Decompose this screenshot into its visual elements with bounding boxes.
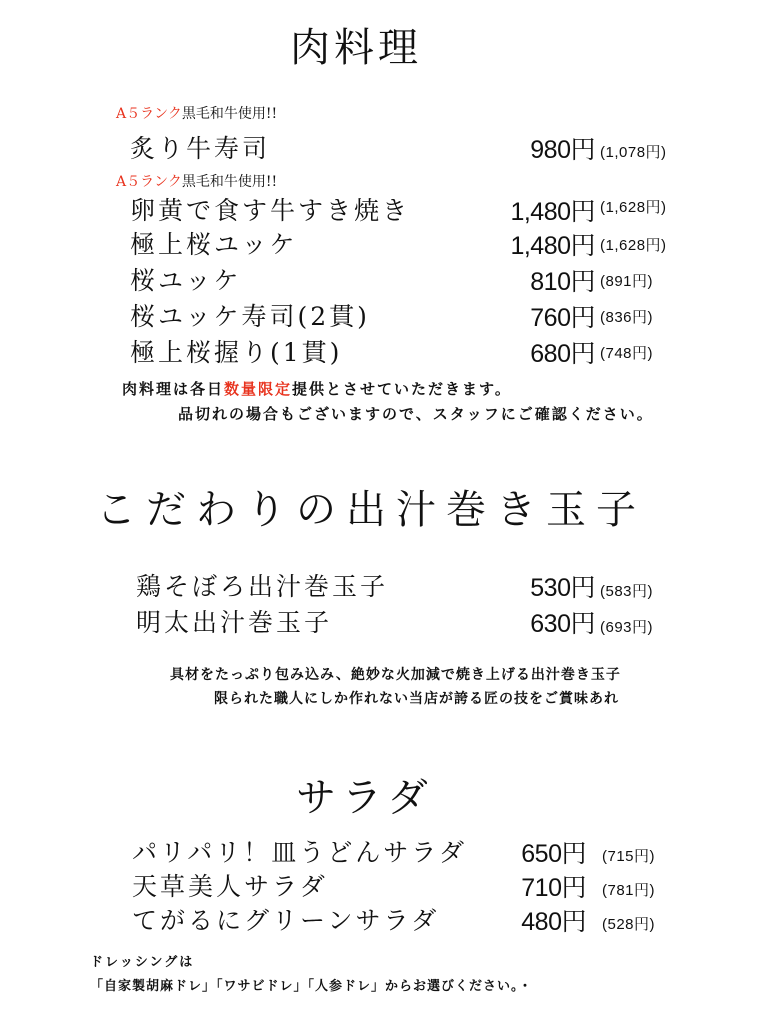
menu-item-name: 極上桜握り(1貫)	[130, 338, 343, 367]
menu-item-name: 鶏そぼろ出汁巻玉子	[136, 572, 389, 601]
menu-item-name: 極上桜ユッケ	[130, 230, 298, 259]
menu-item-tax-price: (1,628円)	[600, 237, 667, 254]
menu-item-price: 1,480円	[510, 232, 595, 260]
menu-item-price: 710円	[521, 874, 586, 902]
menu-item-name: 天草美人サラダ	[132, 872, 328, 901]
tamago-note-line-1: 具材をたっぷり包み込み、絶妙な火加減で焼き上げる出汁巻き玉子	[170, 667, 621, 683]
menu-item-price: 530円	[530, 574, 595, 602]
limited-quantity-highlight: 数量限定	[224, 380, 293, 398]
menu-item-tax-price: (693円)	[600, 619, 654, 636]
meat-note-line-1	[122, 382, 512, 397]
menu-item-tax-price: (748円)	[600, 345, 654, 362]
dressing-note-line-2: 「自家製胡麻ドレ」「ワサビドレ」「人参ドレ」からお選びください。・	[90, 979, 533, 994]
tamago-note-line-2: 限られた職人にしか作れない当店が誇る匠の技をご賞味あれ	[214, 691, 619, 707]
tagline-rank: A５ランク	[116, 174, 182, 190]
menu-item-price: 650円	[521, 840, 586, 868]
menu-item-price: 680円	[530, 340, 595, 368]
menu-item-name: 卵黄で食す牛すき焼き	[130, 196, 411, 225]
menu-item-name: てがるにグリーンサラダ	[132, 906, 440, 935]
menu-item-tax-price: (1,628円)	[600, 199, 667, 216]
tagline-text: 黒毛和牛使用!!	[181, 106, 278, 122]
menu-item-price: 810円	[530, 268, 595, 296]
menu-item-name: 炙り牛寿司	[130, 134, 271, 163]
menu-item-price: 630円	[530, 610, 595, 638]
menu-item-name: パリパリ！皿うどんサラダ	[132, 838, 468, 867]
menu-item-price: 480円	[521, 908, 586, 936]
note-text: 提供とさせていただきます。	[292, 380, 512, 398]
menu-item-name: 桜ユッケ寿司(2貫)	[130, 302, 370, 331]
section-title-tamago: こだわりの出汁巻き玉子	[96, 487, 646, 533]
menu-item-tax-price: (583円)	[600, 583, 654, 600]
menu-item-price: 760円	[530, 304, 595, 332]
menu-item-tax-price: (891円)	[600, 273, 654, 290]
menu-item-name: 明太出汁巻玉子	[136, 608, 333, 637]
menu-item-price: 980円	[530, 136, 595, 164]
menu-item-tax-price: (528円)	[602, 916, 656, 933]
meat-tagline-1	[116, 107, 277, 121]
section-title-meat: 肉料理	[290, 25, 422, 71]
menu-item-name: 桜ユッケ	[130, 266, 242, 295]
meat-note-line-2: 品切れの場合もございますので、スタッフにご確認ください。	[178, 405, 654, 423]
note-text: 肉料理は各日	[122, 380, 225, 398]
meat-tagline-2	[116, 175, 277, 189]
menu-item-price: 1,480円	[510, 198, 595, 226]
tagline-text: 黒毛和牛使用!!	[181, 174, 278, 190]
menu-item-tax-price: (715円)	[602, 848, 656, 865]
menu-item-tax-price: (836円)	[600, 309, 654, 326]
menu-item-tax-price: (781円)	[602, 882, 656, 899]
menu-item-tax-price: (1,078円)	[600, 144, 667, 161]
tagline-rank: A５ランク	[116, 106, 182, 122]
dressing-note-line-1: ドレッシングは	[90, 955, 195, 970]
section-title-salad: サラダ	[296, 775, 434, 821]
